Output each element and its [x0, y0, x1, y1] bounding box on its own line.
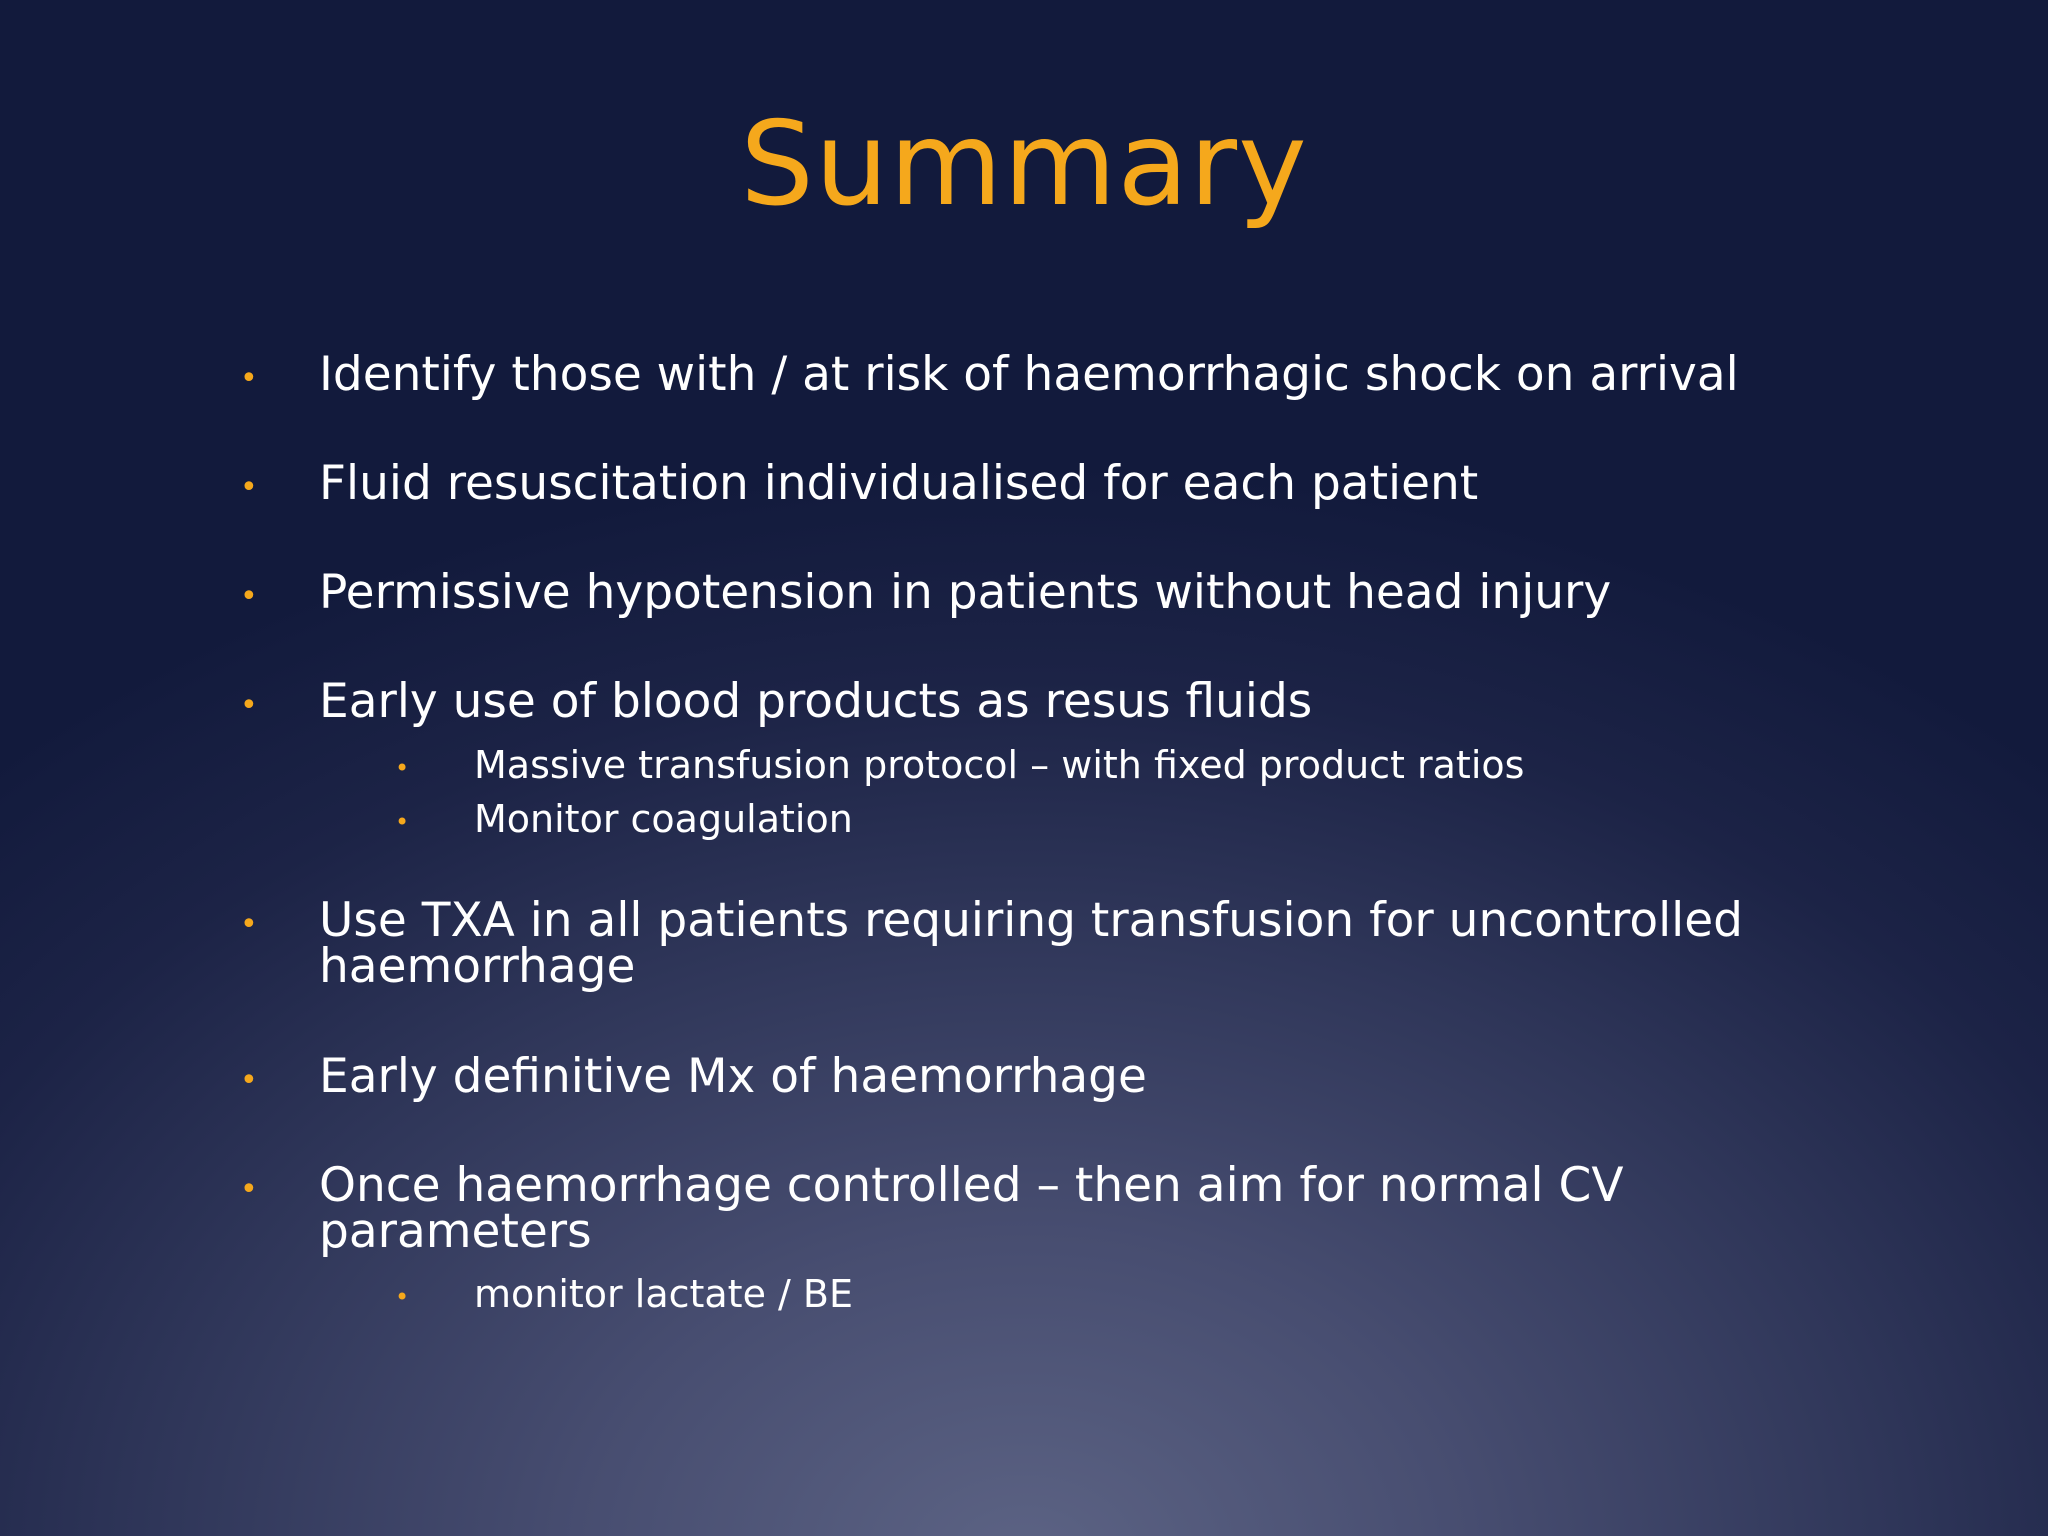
bullet-text: Permissive hypotension in patients without head injury — [319, 565, 1612, 620]
sub-bullet-text: Monitor coagulation — [474, 797, 853, 841]
bullet-dot-icon: • — [240, 579, 258, 614]
bullet-text: Identify those with / at risk of haemorrhagic shock on arrival — [319, 347, 1739, 402]
bullet-dot-icon: • — [240, 361, 258, 396]
bullet-dot-icon: • — [395, 1283, 410, 1311]
bullet-dot-icon: • — [395, 808, 410, 836]
sub-bullet-text: monitor lactate / BE — [474, 1272, 853, 1316]
bullet-dot-icon: • — [240, 470, 258, 505]
bullet-dot-icon: • — [240, 1063, 258, 1098]
bullet-text: Once haemorrhage controlled – then aim for normal CV parameters — [319, 1158, 1624, 1259]
bullet-dot-icon: • — [240, 907, 258, 942]
bullet-dot-icon: • — [240, 1172, 258, 1207]
bullet-text: Use TXA in all patients requiring transfusion for uncontrolled haemorrhage — [319, 893, 1743, 994]
bullet-dot-icon: • — [240, 688, 258, 723]
bullet-text: Early definitive Mx of haemorrhage — [319, 1049, 1147, 1104]
bullet-dot-icon: • — [395, 754, 410, 782]
sub-bullet-text: Massive transfusion protocol – with fixed product ratios — [474, 743, 1525, 787]
bullet-text: Fluid resuscitation individualised for each patient — [319, 456, 1479, 511]
bullet-text: Early use of blood products as resus fluids — [319, 674, 1313, 729]
slide-title: Summary — [740, 97, 1308, 232]
